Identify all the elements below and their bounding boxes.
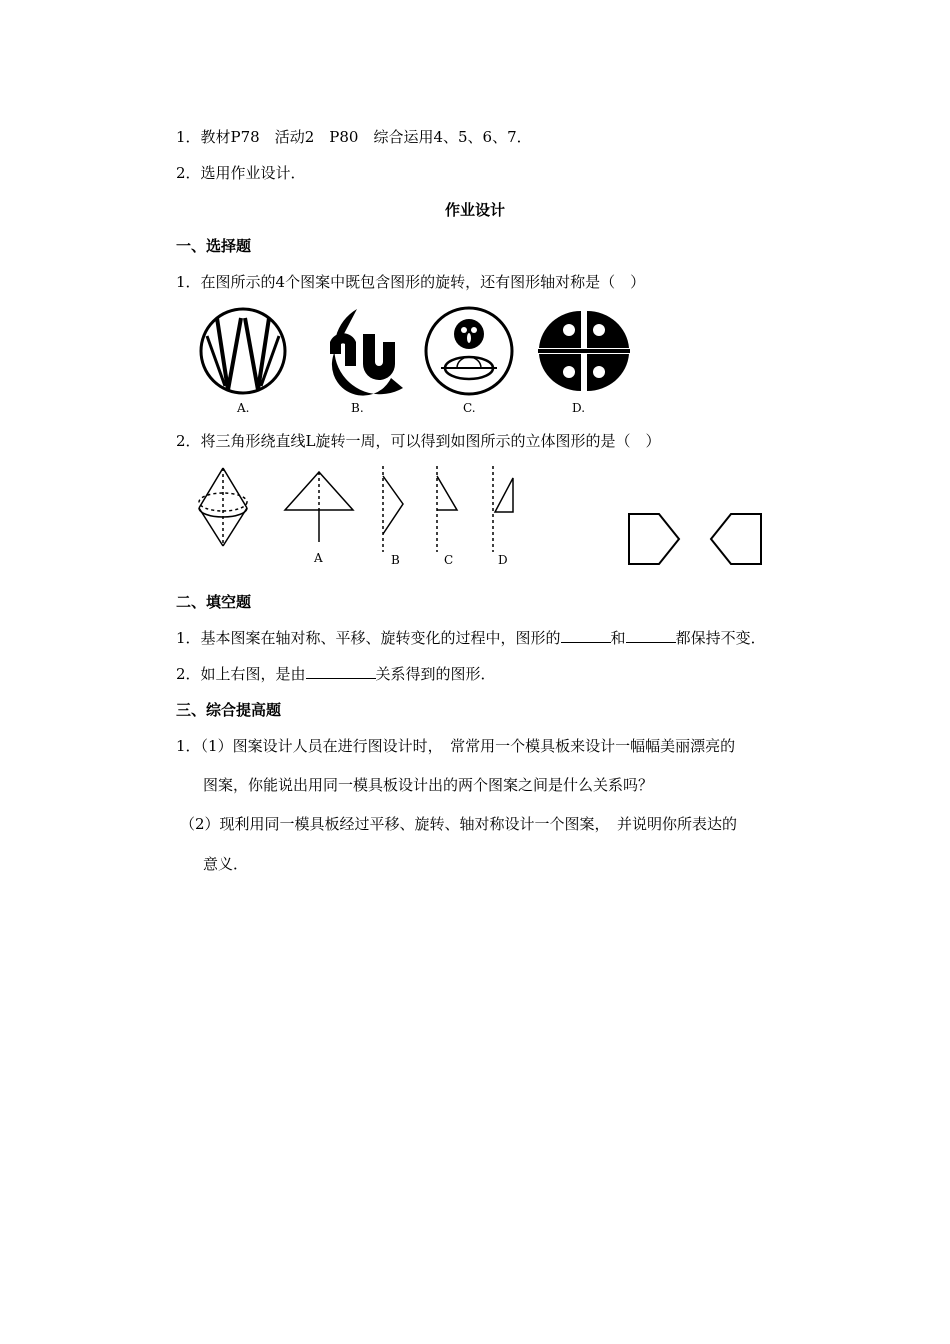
section-heading-comprehensive: 三、综合提高题 bbox=[176, 701, 282, 719]
fill-q1-text-a: 1．基本图案在轴对称、平移、旋转变化的过程中，图形的 bbox=[176, 629, 561, 647]
q2-label-a: A bbox=[314, 551, 323, 565]
option-label-c: C. bbox=[463, 401, 476, 415]
q2-figures bbox=[195, 462, 795, 572]
option-label-d: D. bbox=[572, 401, 586, 415]
option-c-figure bbox=[426, 308, 512, 394]
intro-item-1: 1．教材P78 活动2 P80 综合运用4、5、6、7． bbox=[176, 128, 532, 146]
q2-label-d: D bbox=[498, 553, 508, 567]
intro-item-2: 2．选用作业设计． bbox=[176, 164, 306, 182]
answer-blank-1[interactable] bbox=[561, 628, 611, 643]
q2-label-b: B bbox=[391, 553, 400, 567]
option-label-a: A. bbox=[237, 401, 250, 415]
option-a-triangle bbox=[285, 472, 353, 542]
comprehensive-q1-line2: 图案，你能说出用同一模具板设计出的两个图案之间是什么关系吗？ bbox=[203, 776, 654, 794]
question-1-1: 1．在图所示的4个图案中既包含图形的旋转，还有图形轴对称是（ ） bbox=[176, 273, 646, 291]
option-b-triangle bbox=[383, 466, 403, 552]
fill-q2-text-b: 关系得到的图形． bbox=[375, 665, 496, 683]
answer-blank-2[interactable] bbox=[626, 628, 676, 643]
comprehensive-q1-line4: 意义． bbox=[203, 855, 249, 873]
option-d-triangle bbox=[493, 466, 513, 552]
option-a-figure bbox=[201, 309, 285, 393]
section-heading-choice: 一、选择题 bbox=[176, 237, 252, 255]
option-c-triangle bbox=[437, 466, 457, 552]
answer-blank-3[interactable] bbox=[306, 664, 376, 679]
double-cone-figure bbox=[199, 468, 247, 546]
option-b-figure bbox=[330, 309, 403, 396]
comprehensive-q1-line3: （2）现利用同一模具板经过平移、旋转、轴对称设计一个图案， 并说明你所表达的 bbox=[180, 815, 738, 833]
reflected-pentagons-figure bbox=[629, 514, 761, 564]
section-heading-fill: 二、填空题 bbox=[176, 593, 252, 611]
fill-q2-text-a: 2．如上右图，是由 bbox=[176, 665, 306, 683]
q2-label-c: C bbox=[444, 553, 454, 567]
fill-question-2 bbox=[176, 664, 496, 684]
fill-q1-text-b: 和 bbox=[610, 629, 626, 647]
option-label-b: B. bbox=[351, 401, 364, 415]
page-title: 作业设计 bbox=[444, 201, 505, 219]
question-1-2: 2．将三角形绕直线L旋转一周，可以得到如图所示的立体图形的是（ ） bbox=[176, 432, 661, 450]
q1-option-figures bbox=[195, 306, 645, 416]
fill-question-1 bbox=[176, 628, 766, 648]
option-d-figure bbox=[538, 311, 630, 391]
comprehensive-q1-line1: 1．（1）图案设计人员在进行图设计时， 常常用一个模具板来设计一幅幅美丽漂亮的 bbox=[176, 737, 736, 755]
fill-q1-text-c: 都保持不变． bbox=[675, 629, 766, 647]
